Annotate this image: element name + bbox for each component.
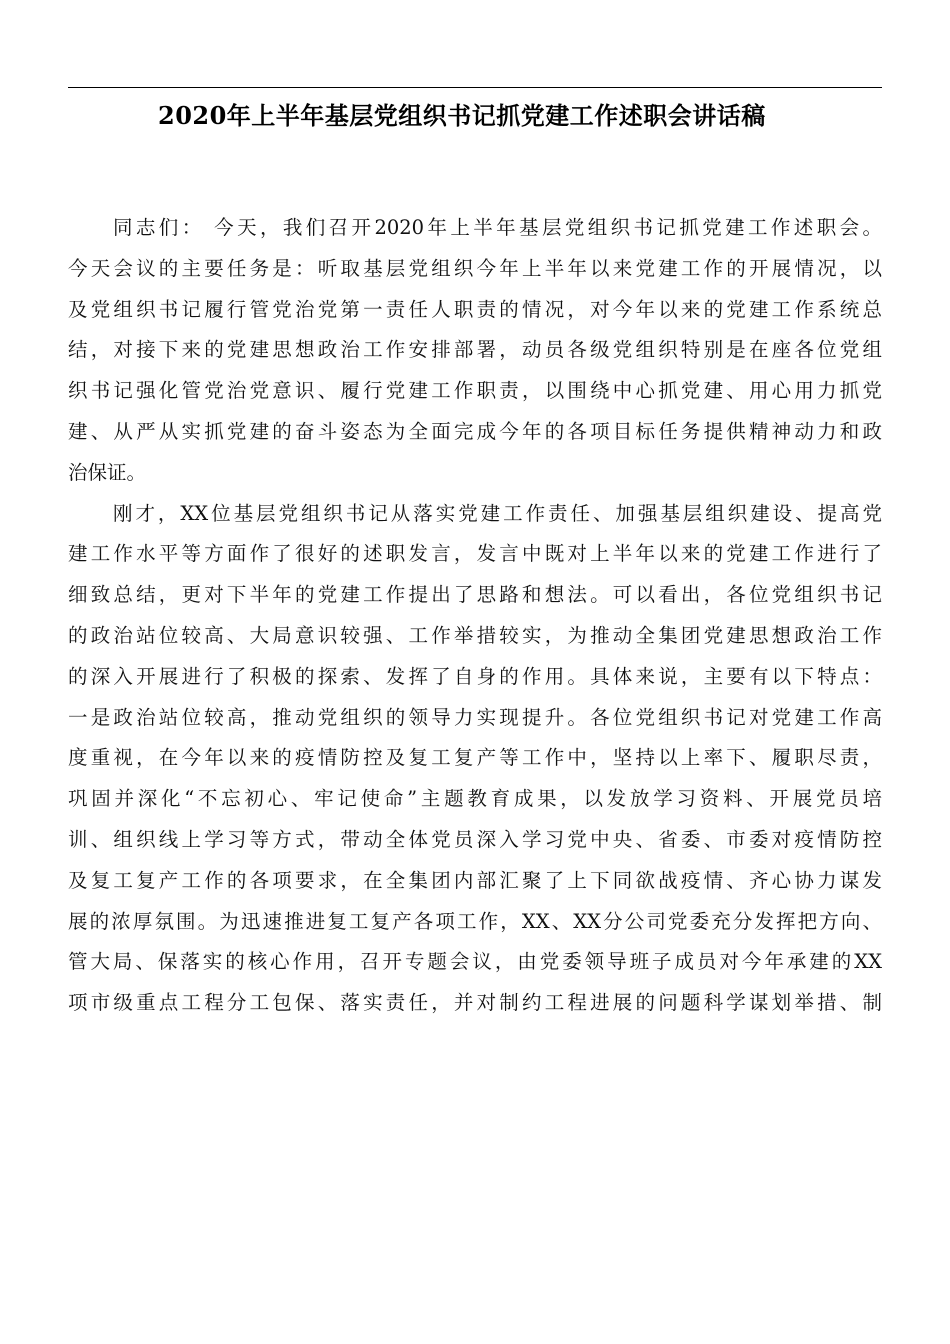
body-line: 的政治站位较高、大局意识较强、工作举措较实，为推动全集团党建思想政治工作 (68, 623, 882, 647)
body-line: 展的浓厚氛围。为迅速推进复工复产各项工作，XX、XX分公司党委充分发挥把方向、 (68, 909, 882, 933)
body-line: 建、从严从实抓党建的奋斗姿态为全面完成今年的各项目标任务提供精神动力和政 (68, 419, 882, 443)
body-line: 今天会议的主要任务是：听取基层党组织今年上半年以来党建工作的开展情况，以 (68, 256, 882, 280)
body-line: 及党组织书记履行管党治党第一责任人职责的情况，对今年以来的党建工作系统总 (68, 297, 882, 321)
body-line: 织书记强化管党治党意识、履行党建工作职责，以围绕中心抓党建、用心用力抓党 (68, 379, 882, 403)
body-line: 结，对接下来的党建思想政治工作安排部署，动员各级党组织特别是在座各位党组 (68, 338, 882, 362)
body-line: 度重视，在今年以来的疫情防控及复工复产等工作中，坚持以上率下、履职尽责， (68, 746, 882, 770)
body-line: 刚才，XX位基层党组织书记从落实党建工作责任、加强基层组织建设、提高党 (113, 501, 882, 525)
document-title: 2020年上半年基层党组织书记抓党建工作述职会讲话稿 (158, 101, 766, 130)
header-rule (68, 87, 882, 88)
document-body (68, 208, 882, 1024)
body-line: 建工作水平等方面作了很好的述职发言，发言中既对上半年以来的党建工作进行了 (68, 542, 882, 566)
body-line: 的深入开展进行了积极的探索、发挥了自身的作用。具体来说，主要有以下特点： (68, 664, 882, 688)
body-line: 同志们： 今天，我们召开2020年上半年基层党组织书记抓党建工作述职会。 (113, 216, 882, 239)
body-line: 巩固并深化“不忘初心、牢记使命”主题教育成果，以发放学习资料、开展党员培 (68, 787, 882, 811)
body-line: 训、组织线上学习等方式，带动全体党员深入学习党中央、省委、市委对疫情防控 (68, 827, 882, 851)
body-line: 细致总结，更对下半年的党建工作提出了思路和想法。可以看出，各位党组织书记 (68, 583, 882, 607)
body-line: 一是政治站位较高，推动党组织的领导力实现提升。各位党组织书记对党建工作高 (68, 705, 882, 729)
body-line: 治保证。 (68, 460, 147, 484)
body-line: 及复工复产工作的各项要求，在全集团内部汇聚了上下同欲战疫情、齐心协力谋发 (68, 868, 882, 892)
body-line: 项市级重点工程分工包保、落实责任，并对制约工程进展的问题科学谋划举措、制 (68, 991, 882, 1015)
body-line: 管大局、保落实的核心作用，召开专题会议，由党委领导班子成员对今年承建的XX (68, 950, 882, 974)
